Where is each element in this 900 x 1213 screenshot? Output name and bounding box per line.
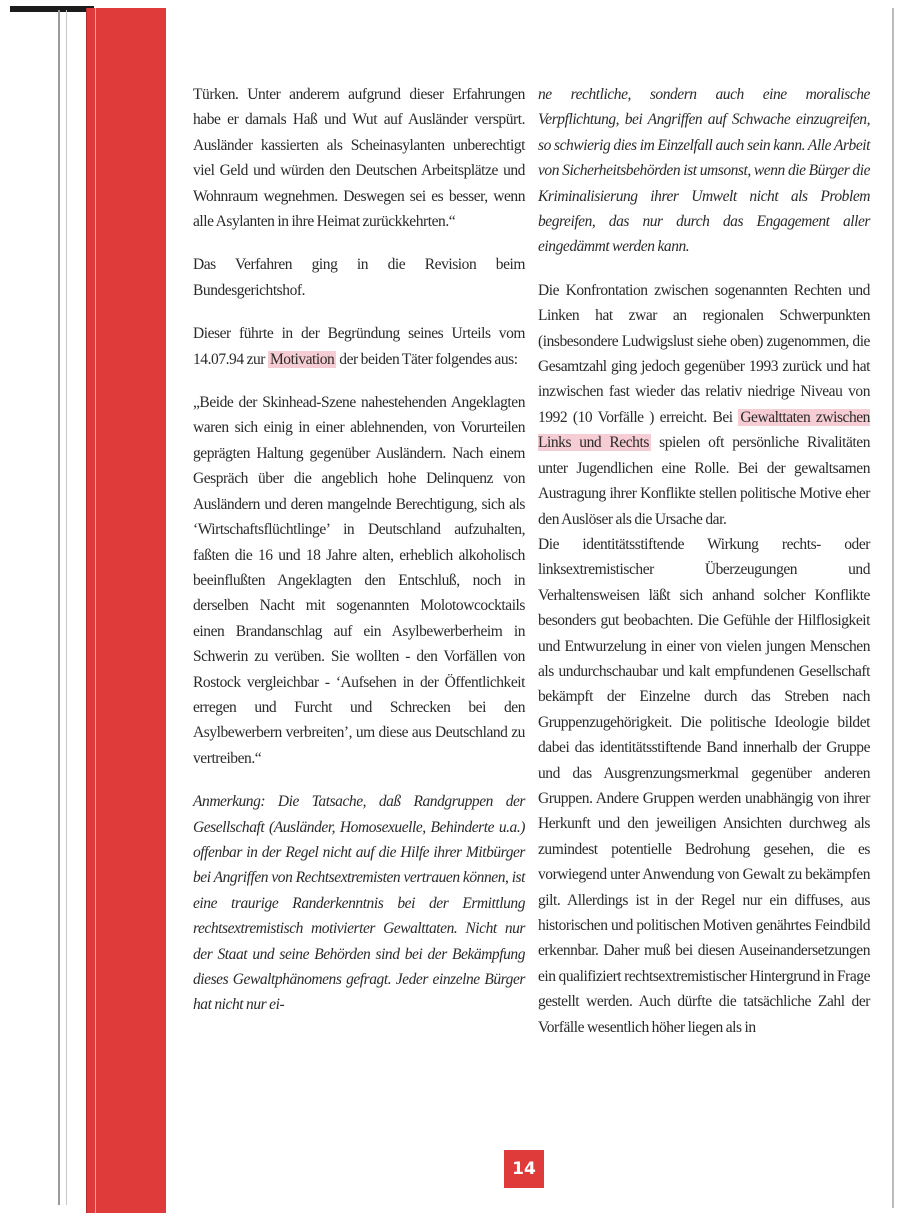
scan-edge-left-inner	[66, 10, 67, 1205]
red-margin-band	[86, 8, 166, 1213]
text-after-highlight: spielen oft persönliche Rivalitäten unter Jugendlichen eine Rolle. Bei der gewaltsamen Austragung ihrer Konflikte stellen politische Motive eher den Auslöser als die Ursache dar.	[538, 434, 870, 528]
scan-edge-right	[892, 8, 894, 1208]
paragraph-bgh-reasoning	[193, 321, 525, 372]
page-number: 14	[504, 1150, 544, 1188]
red-margin-band-edge	[86, 8, 96, 1213]
highlight-motivation: Motivation	[269, 350, 335, 368]
left-column	[193, 82, 525, 1018]
paragraph-identity-effect: Die identitätsstiftende Wirkung rechts- oder linksextremistischer Überzeugungen und Verhaltensweisen läßt sich anhand solcher Konflikte besonders gut beobachten. Die Gefühle der Hilflosigkeit und Entwurzelung in einer von vielen jungen Menschen als undurchschaubar und kalt empfundenen Gesellschaft bekämpft der Einzelne durch das Streben nach Gruppenzugehörigkeit. Die politische Ideologie bildet dabei das identitätsstiftende Band innerhalb der Gruppe und das Ausgrenzungsmerkmal gegenüber anderen Gruppen. Andere Gruppen werden unabhängig von ihrer Herkunft und den jeweiligen Ansichten durchweg als zumindest potentielle Bedrohung gesehen, die es vorwiegend unter Anwendung von Gewalt zu bekämpfen gilt. Allerdings ist in der Regel nur ein diffuses, aus historischen und politischen Motiven genährtes Feindbild erkennbar. Daher muß bei diesen Auseinandersetzungen ein qualifiziert rechtsextremistischer Hintergrund in Frage gestellt werden. Auch dürfte die tatsächliche Zahl der Vorfälle wesentlich höher liegen als in	[538, 535, 870, 1036]
text-before-highlight: Die Konfrontation zwischen sogenannten Rechten und Linken hat zwar an regionalen Schwerpunkten (insbesondere Ludwigslust siehe oben) zugenommen, die Gesamtzahl ging jedoch gegenüber 1993 zurück und hat inzwischen fast wieder das relativ niedrige Niveau von 1992 (10 Vorfälle ) erreicht. Bei	[538, 281, 870, 426]
paragraph-annotation: Anmerkung: Die Tatsache, daß Randgruppen der Gesellschaft (Ausländer, Homosexuelle, Behinderte u.a.) offenbar in der Regel nicht auf die Hilfe ihrer Mitbürger bei Angriffen von Rechtsextremisten vertrauen können, ist eine traurige Randerkenntnis bei der Ermittlung rechtsextremistisch motivierter Gewalttaten. Nicht nur der Staat und seine Behörden sind bei der Bekämpfung dieses Gewaltphänomens gefragt. Jeder einzelne Bürger hat nicht nur ei-	[193, 793, 525, 1014]
paragraph-court-quote: „Beide der Skinhead-Szene nahestehenden Angeklagten waren sich einig in einer ablehnenden, von Vorurteilen geprägten Haltung gegenüber Ausländern. Nach einem Gespräch über die angeblich hohe Delinquenz von Ausländern und deren mangelnde Berechtigung, sich als ‘Wirtschaftsflüchtlinge’ in Deutschland aufzuhalten, faßten die 16 und 18 Jahre alten, erheblich alkoholisch beeinflußten Angeklagten den Entschluß, noch in derselben Nacht mit sogenannten Molotowcocktails einen Brandanschlag auf ein Asylbewerberheim in Schwerin zu verüben. Sie wollten - den Vorfällen von Rostock vergleichbar - ‘Aufsehen in der Öffentlichkeit erregen und Furcht und Schrecken bei den Asylbewerbern verbreiten’, um diese aus Deutschland zu vertreiben.“	[193, 394, 525, 767]
paragraph-asylum-quote-end: Türken. Unter anderem aufgrund dieser Erfahrungen habe er damals Haß und Wut auf Ausländer verspürt. Ausländer kassierten als Scheinasylanten unberechtigt viel Geld und würden den Deutschen Arbeitsplätze und Wohnraum wegnehmen. Deswegen sei es besser, wenn alle Asylanten in ihre Heimat zurückkehrten.“	[193, 86, 525, 231]
paragraph-revision: Das Verfahren ging in die Revision beim Bundesgerichtshof.	[193, 256, 525, 299]
paragraph-left-right-confrontation	[538, 278, 870, 532]
scan-edge-left	[58, 10, 60, 1205]
paragraph-annotation-continued: ne rechtliche, sondern auch eine moralische Verpflichtung, bei Angriffen auf Schwache einzugreifen, so schwierig dies im Einzelfall auch sein kann. Alle Arbeit von Sicherheitsbehörden ist umsonst, wenn die Bürger die Kriminalisierung ihrer Umwelt nicht als Problem begreifen, das nur durch das Engagement aller eingedämmt werden kann.	[538, 86, 870, 256]
highlight-left-right-violence: Gewalttaten zwischen Links und Rechts	[538, 408, 870, 452]
text-after-highlight: der beiden Täter folgendes aus:	[339, 350, 518, 368]
text-before-highlight: Dieser führte in der Begründung seines Urteils vom 14.07.94 zur	[193, 325, 525, 368]
right-column	[538, 82, 870, 1040]
scan-border-top	[10, 6, 94, 12]
